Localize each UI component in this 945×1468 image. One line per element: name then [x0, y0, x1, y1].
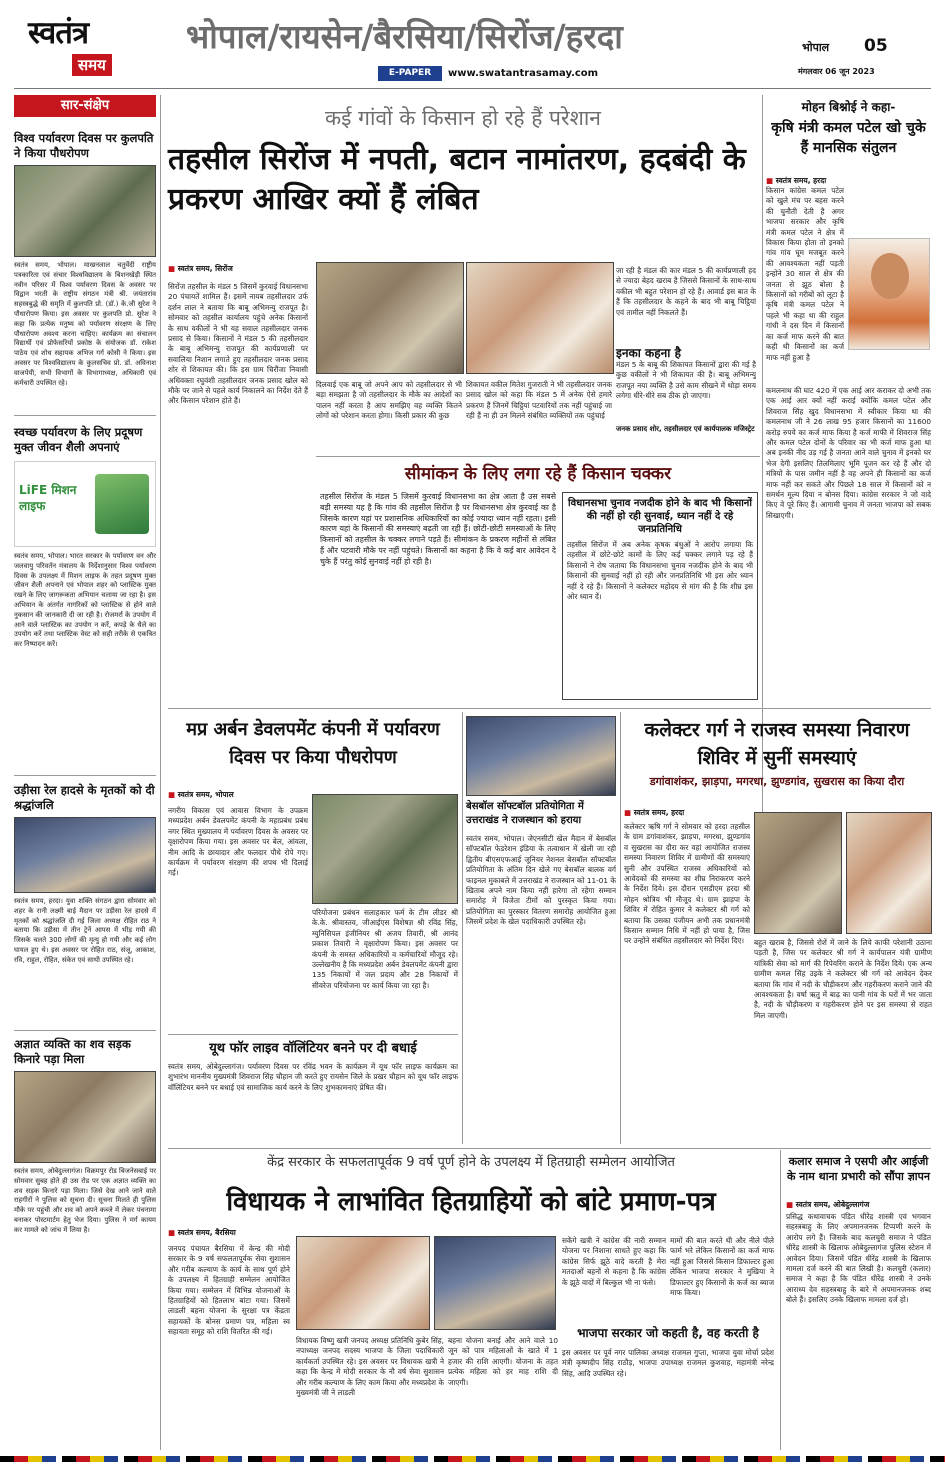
edition-name: भोपाल: [802, 41, 830, 54]
sammelan-body-d: सकेंगे खत्री ने कांग्रेस की नारी सम्मान योजना पर निशाना साधते हुए कहा कि कांग्रेस सिर्फ झूठे वादे करती है मेरा मतदाओं बहनों से कहना है कि कांग्रेस के झूठे वादों में बिल्कुल भी ना फंसे।: [562, 1236, 666, 1287]
sidebar-item-body: स्वतंत्र समय, भोपाल। माखनलाल चतुर्वेदी राष्ट्रीय पत्रकारिता एवं संचार विश्वविद्यालय के बिशनखेड़ी स्थित नवीन परिसर में विश्व पर्यावरण दिवस के अवसर पर विद्वान भरती के राष्ट्रीय संगठन मंत्री श्री. जयंतारांव सहस्त्रबुद्धे की समृति में कुलपति प्रो. (डॉ.) के.जी सुरेश ने पौधारोपण किया। इस अवसर पर कुलपति प्रो. सुरेश ने कहा कि प्रत्येक मनुष्य को पर्यावरण संरक्षण के लिए पौधारोपण अवश्य करना चाहिए। कार्यक्रम का संचालन विद्यार्थी एवं प्रोफेसरियों प्रकोष्ठ के संयोजक डॉ. राकेश पाठेय एवं शोध सहायक अभिज गर्ग कोसी ने किया। इस अवसर पर विश्वविद्यालय के कुलसचिव प्रो. डॉ. अविनाश वाजपेयी, सभी विभागों के विभागाध्यक्ष, अधिकारी एवं कर्मचारी उपस्थित रहे।: [14, 261, 156, 387]
baseball-headline: बेसबॉल सॉफ्टबॉल प्रतियोगिता में उत्तराखंड ने राजस्थान को हराया: [466, 801, 584, 826]
sammelan-box-headline: भाजपा सरकार जो कहती है, वह करती है: [577, 1326, 759, 1340]
sidebar-item-body: स्वतंत्र समय, ओबेदुल्लागंज। विक्रमपुर रोड बिजनेसबाई पर सोमवार सुबह होते ही उस रोड पर एक अज्ञात व्यक्ति का शव सड़क किनारे पड़ा मिला। जिसे देख आने जाने वाले राहगीरों ने पुलिस को सूचना दी। सूचना मिलते ही पुलिस मौके पर पहुंची और शव को अपने कब्जे में लेकर पंचनामा बनाकर पोस्टमार्टम हेतु भेज दिया। पुलिस ने मर्ग कायम कर मामले को जांच में लिया है।: [14, 1167, 156, 1234]
right-headline: कृषि मंत्री कमल पटेल खो चुके हैं मानसिक संतुलन: [771, 120, 926, 156]
sammelan-body-e: मामों की बात करते थी और नीले पीले फार्म भरे लेकिन किसानों का कर्ज माफ नहीं हुआ जिससे किसान डिफाल्टर हुआ लेकिन भाजपा सरकार ने मुखिया ने डिफाल्टर हुए किसानों के कर्ज का ब्याज माफ किया।: [670, 1236, 774, 1298]
edition-date: मंगलवार 06 जून 2023: [798, 67, 875, 76]
poster-leaf-icon: [95, 474, 149, 534]
kalar-headline: कलार समाज ने एसपी और आईजी के नाम थाना प्रभारी को सौंपा ज्ञापन: [787, 1155, 930, 1183]
sidebar-item-3: [14, 783, 156, 1017]
sidebar-item-1: [14, 131, 156, 437]
masthead: [0, 0, 945, 92]
sidebar-poster-life: [14, 461, 156, 547]
column-rule-mid: [462, 712, 463, 1144]
lead-headline: तहसील सिरोंज में नपती, बटान नामांतरण, हदबंदी के प्रकरण आखिर क्यों हैं लंबित: [168, 142, 746, 217]
seemankan-box-headline: विधानसभा चुनाव नजदीक होने के बाद भी किसानों की नहीं हो रही सुनवाई, ध्यान नहीं दे रहे जनप्रतिनिधि: [568, 498, 752, 535]
epaper-badge: E-PAPER: [378, 66, 442, 81]
right-kicker: मोहन बिश्नोई ने कहा-: [801, 100, 896, 114]
logo: [28, 14, 153, 86]
portrait-face: [871, 253, 909, 299]
logo-top: स्वतंत्र: [28, 15, 89, 51]
kalar-byline: ■ स्वतंत्र समय, ओबेदुल्लागंज: [786, 1200, 931, 1210]
column-rule-kalar: [780, 1150, 781, 1450]
quote-by: जनक प्रसाद शोर, तहसीलदार एवं कार्यपालक मजिस्ट्रेट: [616, 425, 755, 433]
seemankan-box-body: तहसील सिरोंज में अब अनेक कृषक बंधुओं ने आरोप लगाया कि तहसील में छोटे-छोटे कामों के लिए कई चक्कर लगाने पड़ रहे हैं किसानों ने रोष जताया कि विधानसभा चुनाव नजदीक होने के बाद भी किसानों की सुनवाई नहीं हो रही और जनप्रतिनिधि भी इस ओर ध्यान नहीं दे रहे हैं। किसानों ने कलेक्टर महोदय से मांग की है कि शीघ्र इस ओर ध्यान दें।: [567, 540, 753, 602]
collector-byline: ■ स्वतंत्र समय, हरदा: [624, 808, 734, 818]
collector-headline: कलेक्टर गर्ग ने राजस्व समस्या निवारण शिविर में सुनीं समस्याएं: [644, 719, 910, 769]
collector-sub: डगांवाशंकर, झाड़पा, मगरधा, झुण्डगांव, सुखरास का किया दौरा: [649, 775, 905, 788]
sidebar-item-headline: उड़ीसा रेल हादसे के मृतकों को दी श्रद्धांजलि: [14, 783, 155, 812]
lead-col-1: सिरोंज तहसील के मंडल 5 जिसमें कुरवाई विधानसभा 20 पंचायतें शामिल हैं। इसमें नायब तहसीलदार उर्फ दर्शन लाल ने बताया कि बाबू अभिमन्यु राजपूत है। सोमवार को तहसील कार्यालय पहुंचे अनेक किसानों के साथ वकीलों ने भी यह सवाल तहसीलदार जनक प्रसाद से किया। किसानों ने मंडल 5 की तहसीलदार के बाबू अभिमन्यु राजपूत की कार्यप्रणाली पर सवालिया निशान लगाते हुए तहसीलदार जनक प्रसाद शोर से शिकायत की। कि इस ग्राम चिरौंजा निवासी अधिवक्ता रघुवंशी तहसीलदार जनक प्रसाद खोल को मौके पर जाने से पहले कार्य निकालने का निर्देश देते हैं और किसान परेशान होते हैं।: [168, 282, 308, 406]
right-body-b: कमलनाथ की घाट 420 में एक आई आर कराकर दो अभी तक एक आई आर क्यों नहीं कराई क्योंकि कमल पटेल और शिवराज सिंह खुद विधानसभा में स्वीकार किया था की कमलनाथ जी ने 26 लाख 95 हजार किसानों का 11600 करोड़ रुपये का कर्ज माफ किया है कर्ज माफी में शिवराज सिंह और कमल पटेल दोनों के परिवार का भी कर्ज माफ हुआ था अब इनकी नीद उड़ गई है जनता आने वाले चुनाव में इनको घर भेज देगी इसलिए तिलमिलाए भूमि पूजन कर रहे हैं और दो मंत्रियों के पास जमीन नहीं है वह अपने ही किसानों का कर्ज माफ नहीं कर सकते और पिछले 18 साल में किसानों को न समर्थन मूल्य दिया न बोनस दिया। कांग्रेस सरकार ने जो वादे किए वे पूरे किए हैं। आगामी चुनाव में जनता भाजपा को सबक सिखाएगी।: [766, 386, 931, 520]
collector-body-b: बहुत खराब है, जिससे रोशें में जाने के लिये काफी परेशानी उठाना पड़ती है, जिस पर कलेक्टर श्री गर्ग ने कार्यपालन यंत्री ग्रामीण यांत्रिकी सेवा को मार्ग की रिपेयरिंग कराने के निर्देश दिये। एक अन्य ग्रामीण कमल सिंह उइके ने कलेक्टर श्री गर्ग को आवेदन देकर बताया कि गांव में नदी के चौड़ीकरण और गहरीकरण कराने जाने की आवश्यकता है। वर्षा ऋतु में बाढ़ का पानी गांव के घरों में भर जाता है, नदी के चौड़ीकरण व गहरीकरण होने पर इस समस्या से राहत मिल जाएगी।: [754, 938, 932, 1020]
urban-body-b: परियोजना प्रबंधन सलाहकार फर्म के टीम लीडर श्री के.के. श्रीवास्तव, जीआईएस विशेषज्ञ श्री रविंद्र सिंह, म्युनिसिपल इंजीनियर श्री अजय तिवारी, श्री आनंद प्रकाश तिवारी ने वृक्षारोपण किया। इस अवसर पर कंपनी के समस्त अधिकारियों व कर्मचारियों मौजूद रहे। उल्लेखनीय है कि मध्यप्रदेश अर्बन डेवलपमेंट कंपनी द्वारा 135 निकायों में जल प्रदाय और 28 निकायों में सीवरेज परियोजना पर कार्य किया जा रहा है।: [312, 908, 458, 990]
sidebar-divider: [14, 1030, 156, 1031]
sammelan-kicker: केंद्र सरकार के सफलतापूर्वक 9 वर्ष पूर्ण होने के उपलक्ष्य में हितग्राही सम्मेलन आयोजित: [267, 1155, 675, 1170]
quote-body: मंडल 5 के बाबू की शिकायत किसानों द्वारा की गई है कुछ वकीलों ने भी शिकायत की है। बाबू अभिमन्यु राजपूत नया व्यक्ति है उसे काम सीखने में थोड़ा समय लगेगा धीरे-धीरे सब ठीक हो जाएगा।: [616, 360, 756, 401]
lead-photo-farmers: [466, 262, 614, 374]
sammelan-body-a: जनपद पंचायत बैरसिया में केन्द्र की मोदी सरकार के 9 वर्ष सफलतापूर्वक सेवा सुशासन और गरीब कल्याण के कार्य के साथ पूर्ण होने के उपलक्ष्य में हितग्राही सम्मेलन आयोजित किया गया। सम्मेलन में विभिन्न योजनाओं के हितग्राहियों को हितलाभ बांटा गया। जिसमें लाडली बहना योजना के सुरक्षा पत्र केंद्रता सहायकों के बोनस प्रमाण पत्र, महिला स्व सहायता समूह को राशि वितरित की गई।: [168, 1244, 290, 1337]
page-number: 05: [864, 36, 888, 56]
collector-body-a: कलेक्टर ऋषि गर्ग ने सोमवार को हरदा तहसील के ग्राम डगांवाशंकर, झाड़पा, मगरधा, झुण्डगांव व सुखरास का दौरा कर वहां आयोजित राजस्व समस्या निवारण शिविर में ग्रामीणों की समस्याएं सुनी और उपस्थित राजस्व अधिकारियों को आवेदकों की समस्या का शीघ्र निराकरण करने के निर्देश दिये। इस दौरान एसडीएम हरदा श्री मोहन श्रोत्रिय भी मौजूद थे। ग्राम झाड़पा के शिविर में रोहित कुमार ने कलेक्टर श्री गर्ग को बताया कि उसका पंजीयन अभी तक प्रधानमंत्री किसान सम्मान निधि में नहीं हो पाया है, जिस पर उन्होंने संबंधित तहसीलदार को निर्देश दिए।: [624, 822, 750, 946]
logo-bottom: समय: [72, 54, 112, 76]
sidebar-item-headline: विश्व पर्यावरण दिवस पर कुलपति ने किया पौधरोपण: [14, 131, 154, 160]
lead-photo-office: [316, 262, 464, 374]
lead-kicker: कई गांवों के किसान हो रहे हैं परेशान: [325, 106, 601, 130]
seemankan-body: तहसील सिरोंज के मंडल 5 जिसमें कुरवाई विधानसभा का क्षेत्र आता है उस सबसे बड़ी समस्या यह है कि गांव की तहसील सिरोंज है पर विधानसभा क्षेत्र कुरवाई का है जिसके कारण यहां पर प्रशासनिक अधिकारियों का कोई ज्यादा ध्यान नहीं रहता। इसी कारण यहां के किसानों की समस्याएं बढ़ती जा रही हैं। छोटी-छोटी समस्याओं के लिए किसानों को तहसील के चक्कर लगाने पड़ते हैं। सीमांकन के प्रकरण महीनों से लंबित हैं और पटवारी मौके पर नहीं पहुंचते। किसानों का कहना है कि वे कई बार आवेदन दे चुके हैं परंतु कोई सुनवाई नहीं हो रही है।: [320, 492, 556, 566]
sidebar-item-2: [14, 425, 156, 764]
youth-headline: यूथ फॉर लाइव वॉलिंटियर बनने पर दी बधाई: [209, 1041, 417, 1056]
life-poster-text: LiFE मिशन लाइफ: [19, 483, 77, 513]
sammelan-body-c: बहना योजना बनाई और आने वाले 10 जून को पात्र महिलाओं के खाते में 1 हजार की राशि आएगी। योजना के तहत प्रत्येक महिला को हर माह राशि दी जाएगी।: [448, 1336, 558, 1387]
right-body-a: किसान कांग्रेस कमल पटेल को खुले मंच पर बहस करने की चुनौती देती है अगर भाजपा सरकार और कृषि मंत्री कमल पटेल ने क्षेत्र में विकास किया होता तो इनको गांव गांव घूम मजबूत करने की आवश्यकता नहीं पड़ती इन्होंने 30 साल से क्षेत्र की जनता से झूठ बोला है किसानों को गरीबों को लूटा है कृषि मंत्री कमल पटेल ने पहले भी कहा था की राहुल गांधी ने दस दिन में किसानों का कर्ज माफ करने की बात कही थी किसानों का कर्ज माफ नहीं हुआ है: [766, 186, 844, 362]
sammelan-box-body: इस अवसर पर पूर्व नगर पालिका अध्यक्ष राजमल गुप्ता, भाजपा युवा मोर्चा प्रदेश मंत्री कृष्णदीप सिंह राठौड़, भाजपा उपाध्यक्ष राजमल कुशवाह, महामंत्री नरेन्द्र सिंह, आदि उपस्थित रहे।: [562, 1348, 774, 1378]
sidebar: [14, 95, 156, 1450]
collector-photo-1: [754, 812, 842, 934]
divider-mid: [168, 708, 931, 709]
right-byline: ■ स्वतंत्र समय, हरदा: [766, 176, 846, 186]
divider-youth: [168, 1034, 458, 1035]
sammelan-headline: विधायक ने लाभांवित हितग्राहियों को बांटे प्रमाण-पत्र: [226, 1187, 716, 1217]
masthead-rule: [14, 88, 931, 89]
urban-photo: [312, 794, 458, 904]
seemankan-box: [562, 492, 758, 700]
lead-col-4: शिकायत वकील मितेश गुजराती ने भी तहसीलदार जनक प्रसाद खोल को कहा कि मंडल 5 में अनेक ऐसे हमारे प्रकरण हैं जिनमें चिट्ठियां पटवारियों तक नहीं पहुंचाई जा रही हैं ना ही उन मिलने संबंधित व्यक्तियों तक पहुंचाई: [466, 380, 612, 421]
lead-col-5: जा रही है मंडल की कार मंडल 5 की कार्यप्रणाली हद से ज्यादा बेहद खराब है जिससे किसानों के साथ-साथ वकील भी बहुत परेशान हो रहे हैं। आवार्ड इस बात के हैं कि तहसीलदार के कहने के बाद भी बाबू चिट्ठियां एवं तामील नहीं निकलते हैं।: [616, 266, 756, 317]
sidebar-item-headline: स्वच्छ पर्यावरण के लिए प्रदूषण मुक्त जीवन शैली अपनाएं: [14, 425, 143, 454]
sammelan-photo-1: [296, 1236, 430, 1330]
sammelan-photo-2: [434, 1236, 556, 1330]
lead-byline: ■ स्वतंत्र समय, सिरोंज: [168, 264, 313, 274]
divider-seemankan: [316, 456, 760, 457]
sidebar-divider: [14, 775, 156, 776]
quote-title: इनका कहना है: [616, 346, 681, 360]
sidebar-photo-body: [14, 1071, 156, 1163]
column-rule-mid2: [620, 712, 621, 1144]
sidebar-photo-tribute: [14, 817, 156, 893]
website-link[interactable]: www.swatantrasamay.com: [448, 68, 599, 79]
edition-box: [798, 36, 894, 62]
baseball-photo: [466, 716, 616, 796]
divider-bottom: [168, 1148, 931, 1149]
seemankan-headline: सीमांकन के लिए लगा रहे हैं किसान चक्कर: [404, 464, 672, 484]
sidebar-title: सार-संक्षेप: [14, 95, 156, 117]
baseball-body: स्वतंत्र समय, भोपाल। जेएनसीटी खेल मैदान में बेसबॉल सॉफ्टबॉल फेडरेशन इंडिया के तत्वाधान में खेली जा रही द्वितीय बीएसएफआई जूनियर नेशनल बेसबॉल सॉफ्टबॉल प्रतियोगिता के अंतिम दिन खेले गए बेसबॉल बालक वर्ग फाइनल मुकाबले में उत्तराखंड ने राजस्थान को 11-01 के खिताब अपने नाम किया नहीं हारेगा तो रहेगा सम्मान समारोह में विजेता टीमों को पुरस्कृत किया गया। प्रतियोगिता का पुरस्कार वितरण समारोह आयोजित हुआ जिसमें प्रदेश के खेल पदाधिकारी उपस्थित रहे।: [466, 834, 616, 927]
sidebar-item-4: [14, 1037, 156, 1427]
sidebar-photo-plantation: [14, 165, 156, 257]
sammelan-byline: ■ स्वतंत्र समय, बैरसिया: [168, 1228, 292, 1238]
column-rule-left: [160, 95, 161, 1450]
sidebar-item-body: स्वतंत्र समय, हरदा। युवा शक्ति संगठन द्वारा सोमवार को शहर के रानी लक्ष्मी बाई मैदान पर उड़ीसा रेल हादसे में मृतकों को श्रद्धांजलि दी गई जिला अध्यक्ष रोहित राठ ने बताया कि उड़ीसा में तीन ट्रेनें आपस में भीड़ गयी की जिसके चलते 300 लोगों की मृत्यु हो गयी और कई लोग घायल हुए थे। इस अवसर पर रोहित राठ, संजू, आकाश, रवि, राहुल, रोहित, संकेत एवं साथी उपस्थित रहे।: [14, 897, 156, 964]
right-portrait: [848, 238, 930, 350]
footer-color-bar: [0, 1456, 945, 1462]
collector-photo-2: [846, 812, 932, 934]
masthead-cities: भोपाल/रायसेन/बैरसिया/सिरोंज/हरदा: [186, 17, 623, 56]
sammelan-body-b: विधायक विष्णु खत्री जनपद अध्यक्ष प्रतिनिधि कुबेर सिंह, नपाध्यक्ष जनपद सदस्य भाजपा के जिला पदाधिकारी कार्यकर्ता उपस्थित रहे। इस अवसर पर विधायक खत्री ने कहा कि केन्द्र में मोदी सरकार के नौ वर्ष सेवा सुशासन और गरीब कल्याण के लिए काम किया और मध्यप्रदेश के मुख्यमंत्री जी ने लाडली: [296, 1336, 444, 1398]
youth-body: स्वतंत्र समय, ओबेदुल्लागंज। पर्यावरण दिवस पर रविंद्र भवन के कार्यक्रम में यूथ फॉर लाइफ कार्यक्रम का शुभारंभ माननीय मुख्यमंत्री शिवराज सिंह चौहान जी करते हुए रायसेन जिले के प्रखर चौहान को यूथ फॉर लाइफ वॉलिंटियर बनने पर बधाई एवं सामाजिक कार्य करने के लिए शुभकामनाएं प्रेषित की।: [168, 1062, 458, 1092]
sidebar-item-headline: अज्ञात व्यक्ति का शव सड़क किनारे पड़ा मिला: [14, 1037, 131, 1066]
lead-col-3: दिलवाई एक बाबू जो अपने आप को तहसीलदार से भी बड़ा समझता है जो तहसीलदार के मौके का आदेशों का पालन नहीं करता है आप समझिए वह व्यक्ति कितने लोगों को परेशान करता होगा। किसी प्रकार की कुछ: [316, 380, 462, 421]
urban-byline: ■ स्वतंत्र समय, भोपाल: [168, 790, 308, 800]
urban-body-a: नगरीय विकास एवं आवास विभाग के उपक्रम मध्यप्रदेश अर्बन डेवलपमेंट कंपनी के महाप्रबंध प्रबंध नगर स्थित मुख्यालय में पर्यावरण दिवस के अवसर पर वृक्षारोपण किया गया। इस अवसर पर बेल, आंवला, नीम आदि के छायादार और फलदार पौधे रोपे गए। कार्यक्रम में पर्यावरण संरक्षण की शपथ भी दिलाई गई।: [168, 806, 308, 878]
urban-headline: मप्र अर्बन डेवलपमेंट कंपनी में पर्यावरण दिवस पर किया पौधरोपण: [186, 719, 440, 768]
sidebar-divider: [14, 415, 156, 416]
kalar-body: प्रसिद्ध कथावाचक पंडित धीरेंद्र शास्त्री एवं भगवान सहस्त्रबाहु के लिए अपमानजनक टिप्पणी करने के आरोप लगे हैं। जिसके बाद कलचुरी समाज ने पंडित धीरेंद्र शास्त्री के खिलाफ ओबेदुल्लागंज पुलिस स्टेशन में आवेदन दिया। जिसमें पंडित धीरेंद्र शास्त्री के खिलाफ मामला दर्ज करने की बात लिखी है। कलचुरी (कलार) समाज ने कहा है कि पंडित धीरेंद्र शास्त्री ने उनके आराध्य देव सहस्त्रबाहु के बारे में अपमानजनक शब्द बोले हैं। इसलिए उनके खिलाफ मामला दर्ज हो।: [786, 1212, 931, 1305]
sidebar-item-body: स्वतंत्र समय, भोपाल। भारत सरकार के पर्यावरण वन और जलवायु परिवर्तन मंत्रालय के निर्देशानुसार विश्व पर्यावरण दिवस के उपलक्ष्य में मिशन लाइफ के तहत प्रदूषण मुक्त जीवन शैली अपनाने एवं भोपाल शहर को प्लास्टिक मुक्त रखने के लिए जागरूकता अभियान चलाया जा रहा है। इस अभियान के अंतर्गत नागरिकों को प्लास्टिक से होने वाले नुकसान की जानकारी दी जा रही है। रोजमर्रा के उपयोग में आने वाले प्लास्टिक का उपयोग न करें, कपड़े के थैले का उपयोग करें तथा प्लास्टिक वेस्ट को सही तरीके से एकत्रित कर निष्पादन करें।: [14, 552, 156, 649]
